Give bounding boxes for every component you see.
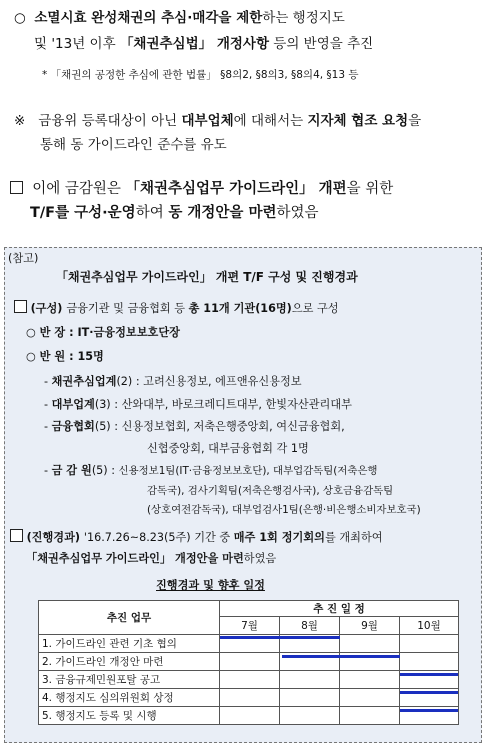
task-cell: 4. 행정지도 심의위원회 상정 (39, 689, 220, 707)
section-heading: 이에 금감원은 「채권추심업무 가이드라인」 개편을 위한 (10, 177, 393, 198)
reference-title: 「채권추심업무 가이드라인」 개편 T/F 구성 및 진행경과 (56, 270, 358, 284)
section-heading-cont: T/F를 구성·운영하여 동 개정안을 마련하였음 (30, 205, 319, 221)
note-2: 통해 동 가이드라인 준수를 유도 (40, 137, 227, 153)
circle-bullet-icon: ○ (26, 350, 36, 363)
col-schedule-header: 추 진 일 정 (220, 601, 459, 617)
group-associations-cont: 신협중앙회, 대부금융협회 각 1명 (147, 442, 309, 455)
schedule-table (38, 600, 459, 725)
square-bullet-icon (10, 529, 23, 542)
bullet-1-cont: 및 '13년 이후 「채권추심법」 개정사항 등의 반영을 추진 (34, 36, 374, 52)
square-bullet-icon (10, 181, 23, 194)
progress-line-cont: 「채권추심업무 가이드라인」 개정안을 마련하였음 (26, 552, 277, 565)
progress-line: (진행경과) '16.7.26~8.23(5주) 기간 중 매주 1회 정기회의를 개최하여 (10, 529, 383, 545)
group-fss-cont-1: 감독국), 검사기획팀(저축은행검사국), 상호금융감독팀 (147, 485, 394, 497)
composition-line: (구성) 금융기관 및 금융협회 등 총 11개 기관(16명)으로 구성 (14, 300, 339, 316)
group-fss-cont-2: (상호여전감독국), 대부업검사1팀(은행·비은행소비자보호국) (147, 504, 421, 516)
task-cell: 2. 가이드라인 개정안 마련 (39, 653, 220, 671)
table-row (39, 671, 459, 689)
group-fss: - 금 감 원(5) : 신용정보1팀(IT·금융정보보호단), 대부업감독팀(저축은행 (44, 464, 378, 477)
group-collection: - 채권추심업계(2) : 고려신용정보, 에프앤유신용정보 (44, 375, 302, 388)
square-bullet-icon (14, 300, 27, 313)
task-cell: 1. 가이드라인 관련 기초 협의 (39, 635, 220, 653)
table-row (39, 707, 459, 725)
month-header: 8월 (280, 617, 340, 635)
leader-line: ○ 반 장 : IT·금융정보보호단장 (26, 326, 180, 339)
note-mark-icon: ※ (14, 113, 26, 129)
gantt-bar-task-5 (400, 709, 458, 712)
gantt-bar-task-4 (400, 691, 458, 694)
gantt-bar-task-3 (400, 673, 458, 676)
month-header: 9월 (340, 617, 400, 635)
task-cell: 5. 행정지도 등록 및 시행 (39, 707, 220, 725)
reference-label: (참고) (8, 252, 39, 265)
month-header: 7월 (220, 617, 280, 635)
gantt-bar-task-1 (220, 636, 340, 639)
month-header: 10월 (400, 617, 459, 635)
note-1: ※ 금융위 등록대상이 아닌 대부업체에 대해서는 지자체 협조 요청을 (14, 113, 422, 129)
schedule-title: 진행경과 및 향후 일정 (156, 579, 265, 592)
footnote: * 「채권의 공정한 추심에 관한 법률」 §8의2, §8의3, §8의4, §13 등 (42, 69, 359, 81)
circle-bullet-icon: ○ (26, 326, 36, 339)
table-row (39, 689, 459, 707)
group-lending: - 대부업계(3) : 산와대부, 바로크레디트대부, 한빛자산관리대부 (44, 398, 352, 411)
bullet-1: ○ 소멸시효 완성채권의 추심·매각을 제한하는 행정지도 (14, 10, 345, 26)
group-associations: - 금융협회(5) : 신용정보협회, 저축은행중앙회, 여신금융협회, (44, 420, 345, 433)
members-line: ○ 반 원 : 15명 (26, 350, 104, 363)
gantt-bar-task-2 (282, 655, 400, 658)
task-cell: 3. 금융규제민원포탈 공고 (39, 671, 220, 689)
circle-bullet-icon: ○ (14, 10, 26, 26)
col-task-header: 추진 업무 (39, 601, 220, 635)
